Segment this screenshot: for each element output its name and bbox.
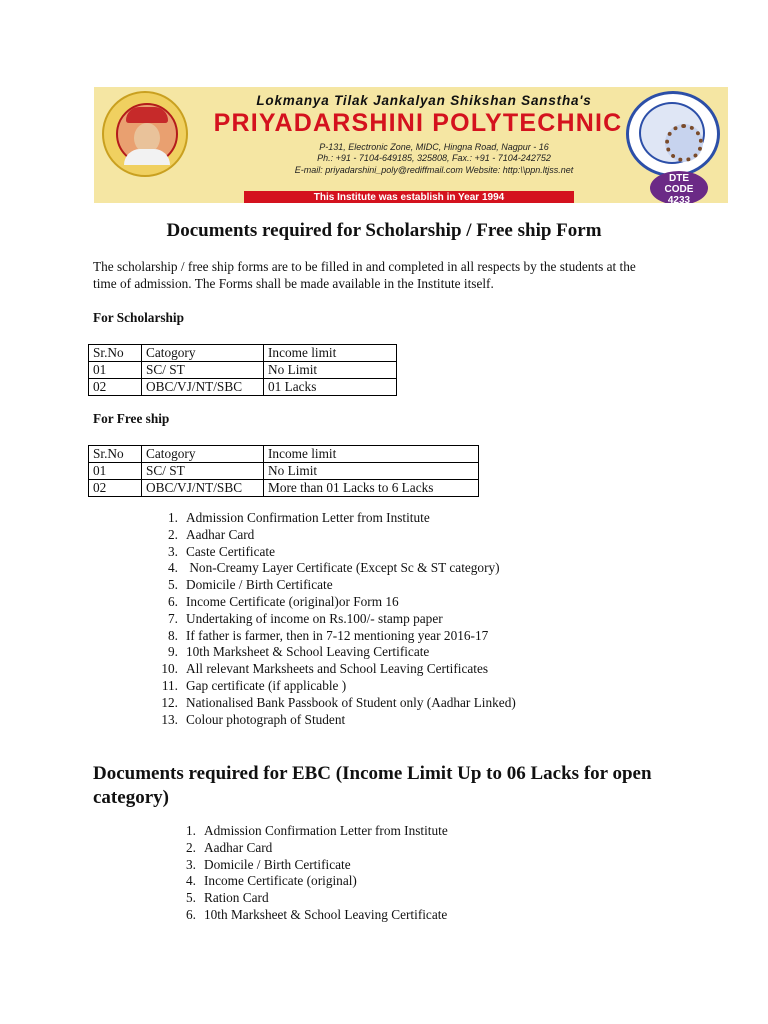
phone-line: Ph.: +91 - 7104-649185, 325808, Fax.: +91 - 7104-242752 (317, 153, 551, 163)
table-row (89, 480, 479, 497)
list-item: 3. Domicile / Birth Certificate (186, 856, 351, 872)
column-header: Catogory (142, 345, 264, 362)
list-item: 1. Admission Confirmation Letter from Institute (186, 823, 448, 838)
table-cell: 02 (89, 480, 142, 497)
dte-code-badge (650, 171, 708, 203)
list-item: 4. Income Certificate (original) (186, 873, 357, 889)
established-ribbon: This Institute was establish in Year 1994 (244, 191, 574, 203)
ebc-heading: Documents required for EBC (Income Limit Up to 06 Lacks for open category) (93, 763, 652, 808)
ebc-documents-list (170, 823, 448, 924)
list-item: 9. 10th Marksheet & School Leaving Certificate (168, 644, 430, 660)
freeship-table (88, 445, 479, 497)
table-cell: SC/ ST (142, 362, 264, 379)
page-title: Documents required for Scholarship / Free ship Form (166, 220, 602, 241)
table-cell: 01 Lacks (264, 379, 397, 396)
list-item: 1. Admission Confirmation Letter from Institute (168, 510, 430, 525)
list-item: 5. Ration Card (186, 890, 269, 906)
freeship-heading: For Free ship (93, 411, 170, 426)
table-cell: SC/ ST (142, 463, 264, 480)
table-header-row (89, 345, 397, 362)
intro-paragraph: The scholarship / free ship forms are to be filled in and completed in all respects by the students at the time of admission. The Forms shall be made available in the Institute itself. (93, 259, 636, 291)
table-cell: 02 (89, 379, 142, 396)
table-row (89, 362, 397, 379)
list-item: 7. Undertaking of income on Rs.100/- stamp paper (168, 610, 443, 626)
email-website-line: E-mail: priyadarshini_poly@rediffmail.com Website: http:\\ppn.ltjss.net (294, 165, 574, 175)
list-item: 3. Caste Certificate (168, 543, 275, 559)
column-header: Income limit (264, 446, 479, 463)
portrait-coat (124, 149, 170, 165)
list-item: 4. Non-Creamy Layer Certificate (Except Sc & ST category) (168, 560, 500, 576)
list-item: 5. Domicile / Birth Certificate (168, 577, 333, 593)
table-row (89, 463, 479, 480)
dte-label: DTE (669, 173, 689, 184)
society-logo-icon (626, 91, 720, 177)
column-header: Income limit (264, 345, 397, 362)
dte-code-label: CODE (664, 184, 694, 195)
list-item: 8. If father is farmer, then in 7-12 mentioning year 2016-17 (168, 627, 489, 643)
table-cell: No Limit (264, 463, 479, 480)
list-item: 6. Income Certificate (original)or Form 16 (168, 593, 399, 609)
scholarship-heading: For Scholarship (93, 310, 185, 325)
table-cell: No Limit (264, 362, 397, 379)
list-item: 11. Gap certificate (if applicable ) (161, 677, 347, 693)
table-cell: More than 01 Lacks to 6 Lacks (264, 480, 479, 497)
column-header: Sr.No (89, 446, 142, 463)
logo-ring (639, 102, 705, 164)
institute-banner (94, 87, 728, 203)
list-item: 6. 10th Marksheet & School Leaving Certificate (186, 906, 448, 922)
scholarship-table (88, 344, 397, 396)
college-name: PRIYADARSHINI POLYTECHNIC (213, 109, 623, 137)
list-item: 12. Nationalised Bank Passbook of Student only (Aadhar Linked) (161, 694, 516, 710)
gear-icon (665, 124, 703, 162)
table-cell: 01 (89, 362, 142, 379)
table-header-row (89, 446, 479, 463)
list-item: 13. Colour photograph of Student (161, 711, 346, 727)
table-cell: OBC/VJ/NT/SBC (142, 379, 264, 396)
list-item: 2. Aadhar Card (168, 526, 255, 542)
column-header: Sr.No (89, 345, 142, 362)
society-name: Lokmanya Tilak Jankalyan Shikshan Sanstha's (256, 93, 592, 108)
table-row (89, 379, 397, 396)
list-item: 10. All relevant Marksheets and School Leaving Certificates (161, 661, 489, 677)
address-line: P-131, Electronic Zone, MIDC, Hingna Road, Nagpur - 16 (319, 142, 549, 152)
dte-code-value: 4233 (667, 195, 691, 203)
scholarship-documents-list (152, 510, 516, 728)
list-item: 2. Aadhar Card (186, 839, 273, 855)
column-header: Catogory (142, 446, 264, 463)
table-cell: OBC/VJ/NT/SBC (142, 480, 264, 497)
table-cell: 01 (89, 463, 142, 480)
